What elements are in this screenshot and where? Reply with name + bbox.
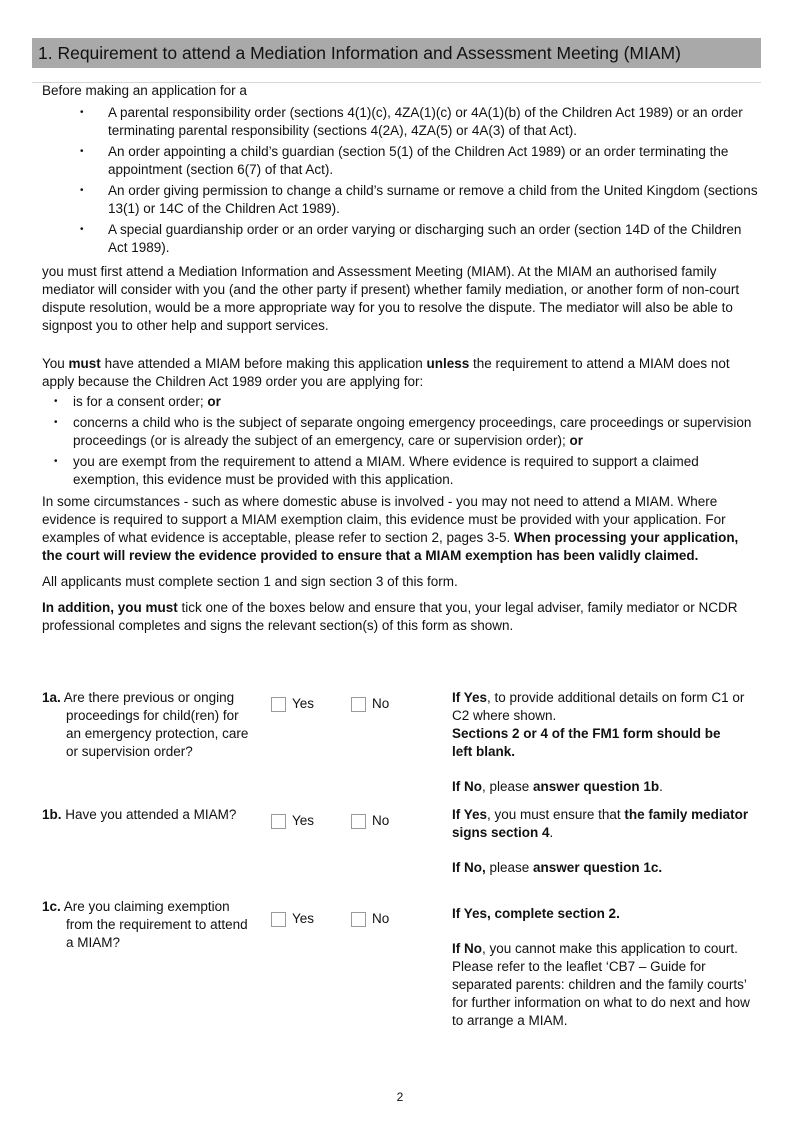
in-addition-paragraph: In addition, you must tick one of the boxes below and ensure that you, your legal adviser, family mediator or NCDR professional completes and signs the relevant section(s) of this form as shown. [42, 600, 738, 633]
list-item: • An order appointing a child’s guardian (section 5(1) of the Children Act 1989) or an order terminating the appointment (section 6(7) of that Act). [42, 143, 758, 179]
question-1c-yes-option[interactable]: Yes [271, 910, 314, 928]
question-1b-no-option[interactable]: No [351, 812, 389, 830]
list-item: • An order giving permission to change a child’s surname or remove a child from the United Kingdom (sections 13(1) or 14C of the Children Act 1989). [42, 182, 758, 218]
exception-list [42, 393, 758, 489]
no-checkbox[interactable] [351, 912, 366, 927]
page-number: 2 [396, 1090, 404, 1104]
list-item: • concerns a child who is the subject of separate ongoing emergency proceedings, care proceedings or supervision proceedings (or is already the subject of an emergency, care or supervision order); or [42, 414, 758, 450]
intro-text: Before making an application for a [42, 83, 247, 98]
yes-checkbox[interactable] [271, 912, 286, 927]
no-checkbox[interactable] [351, 697, 366, 712]
list-item: • A parental responsibility order (sections 4(1)(c), 4ZA(1)(c) or 4A(1)(b) of the Children Act 1989) or an order terminating parental responsibility (sections 4(2A), 4ZA(5) or 4A(3) of that Act). [42, 104, 758, 140]
body-text [42, 82, 758, 635]
question-1c-no-option[interactable]: No [351, 910, 389, 928]
question-1c-instructions: If Yes, complete section 2. If No, you cannot make this application to court. Please refer to the leaflet ‘CB7 – Guide for separated parents: children and the family courts’ for further information on what to do next and how to arrange a MIAM. [452, 906, 750, 1028]
question-1a-instructions: If Yes, to provide additional details on form C1 or C2 where shown. Sections 2 or 4 of the FM1 form should be left blank. If No, please answer question 1b. [452, 690, 745, 794]
list-item: • is for a consent order; or [42, 393, 758, 411]
must-attend-paragraph: you must first attend a Mediation Information and Assessment Meeting (MIAM). At the MIAM an authorised family mediator will consider with you (and the other party if present) whether family mediation, or another form of non-court dispute resolution, would be a more appropriate way for you to resolve the dispute. The mediator will also be able to signpost you to other help and support services. [42, 264, 740, 333]
list-item: • you are exempt from the requirement to attend a MIAM. Where evidence is required to support a claimed exemption, this evidence must be provided with this application. [42, 453, 758, 489]
question-1a-yes-option[interactable]: Yes [271, 695, 314, 713]
question-1a-label: 1a. Are there previous or onging proceedings for child(ren) for an emergency protection, care or supervision order? [42, 690, 249, 759]
circumstances-paragraph: In some circumstances - such as where domestic abuse is involved - you may not need to attend a MIAM. Where evidence is required to support a MIAM exemption claim, this evidence must be provided with your application. For examples of what evidence is acceptable, please refer to section 2, pages 3-5. When processing your application, the court will review the evidence provided to ensure that a MIAM exemption has been validly claimed. [42, 494, 739, 563]
question-1c-label: 1c. Are you claiming exemption from the requirement to attend a MIAM? [42, 899, 248, 950]
question-1b-label: 1b. Have you attended a MIAM? [42, 807, 237, 822]
all-applicants-text: All applicants must complete section 1 and sign section 3 of this form. [42, 574, 458, 589]
question-1a-no-option[interactable]: No [351, 695, 389, 713]
yes-checkbox[interactable] [271, 697, 286, 712]
list-item: • A special guardianship order or an order varying or discharging such an order (section 14D of the Children Act 1989). [42, 221, 758, 257]
section-title: 1. Requirement to attend a Mediation Information and Assessment Meeting (MIAM) [32, 38, 761, 68]
yes-checkbox[interactable] [271, 814, 286, 829]
unless-paragraph: You must have attended a MIAM before making this application unless the requirement to attend a MIAM does not apply because the Children Act 1989 order you are applying for: [42, 356, 730, 389]
question-1b-yes-option[interactable]: Yes [271, 812, 314, 830]
order-list [42, 104, 758, 257]
no-checkbox[interactable] [351, 814, 366, 829]
question-1b-instructions: If Yes, you must ensure that the family mediator signs section 4. If No, please answer question 1c. [452, 807, 749, 875]
